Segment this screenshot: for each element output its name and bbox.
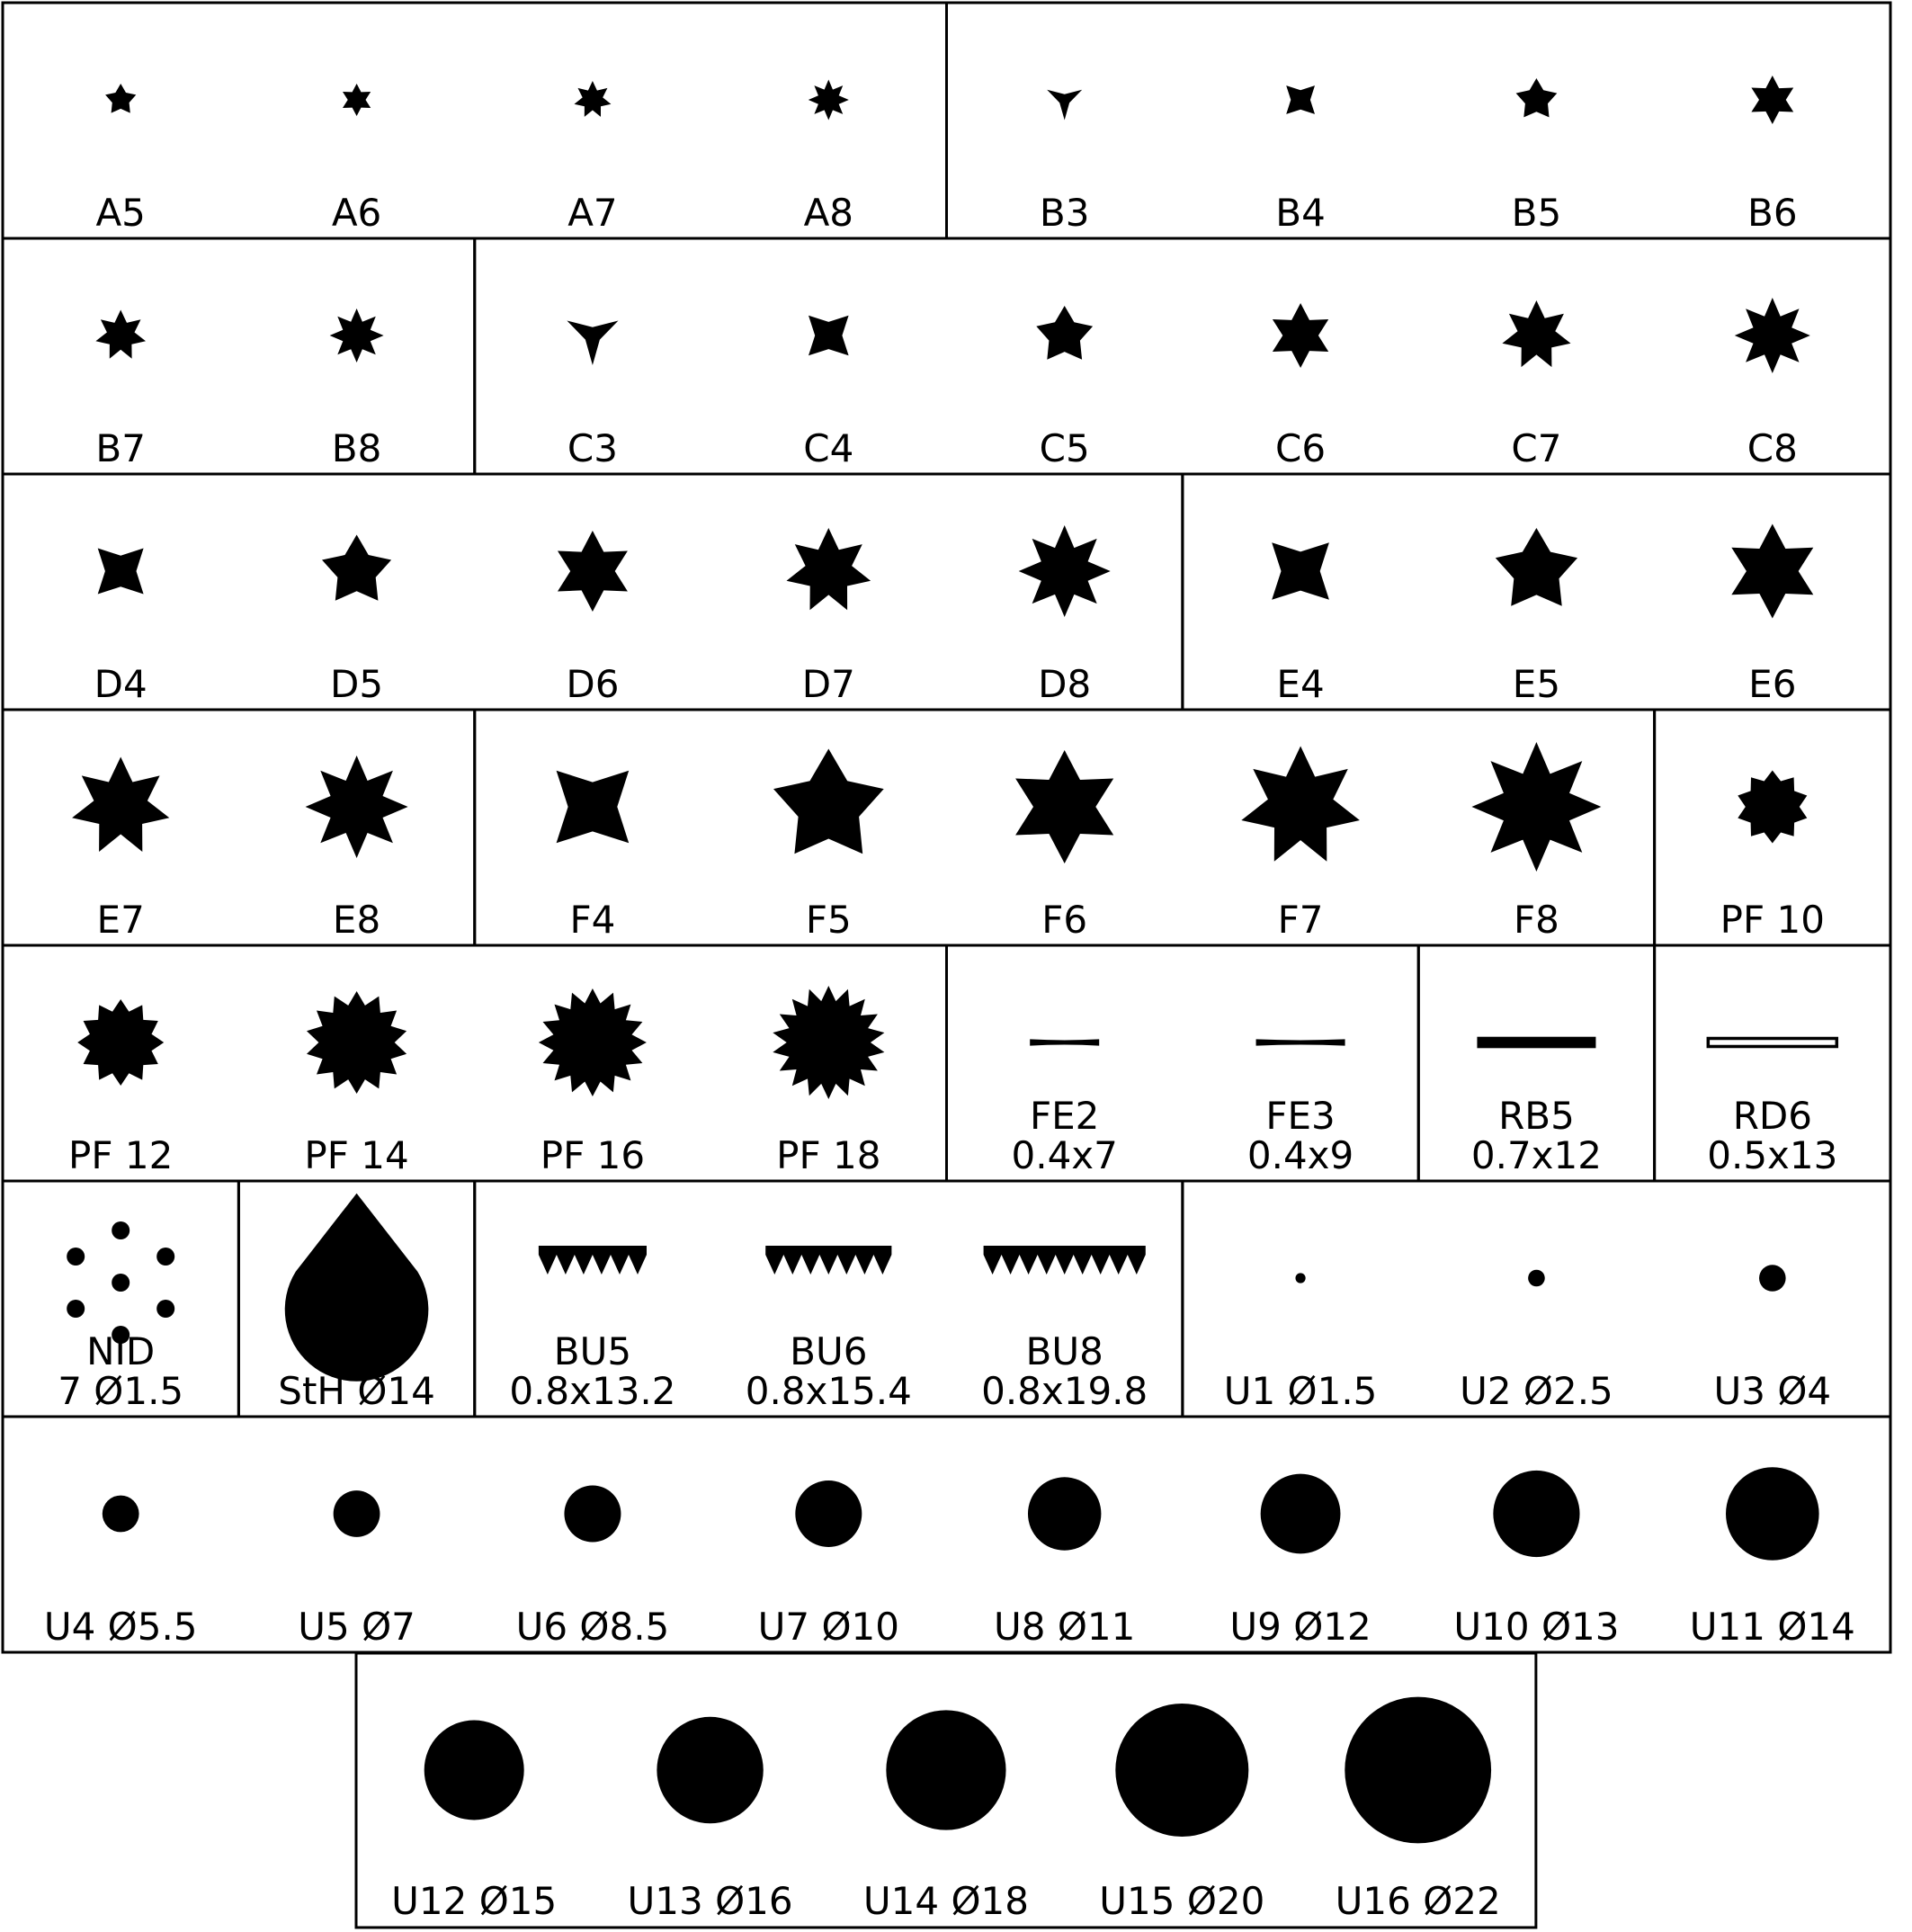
punch-label: U11 Ø14 [1689, 1605, 1855, 1649]
punch-label: U4 Ø5.5 [43, 1605, 198, 1649]
punch-label: F6 [1041, 898, 1088, 942]
punch-label: U16 Ø22 [1335, 1879, 1501, 1923]
u3-shape [1759, 1265, 1786, 1292]
punch-label: B5 [1511, 191, 1562, 235]
u5-shape [334, 1490, 380, 1537]
u10-shape [1493, 1471, 1579, 1557]
punch-label: A6 [331, 191, 382, 235]
punch-label: B6 [1747, 191, 1798, 235]
punch-label: F5 [805, 898, 852, 942]
punch-label: NID [86, 1329, 156, 1373]
punch-label: D7 [801, 662, 855, 706]
punch-label: FE2 [1029, 1094, 1100, 1138]
punch-label: U12 Ø15 [391, 1879, 558, 1923]
punch-label: D6 [566, 662, 620, 706]
punch-label: C8 [1747, 426, 1798, 470]
punch-label: U10 Ø13 [1453, 1605, 1620, 1649]
punch-label: C7 [1511, 426, 1562, 470]
b8-shape [330, 309, 384, 362]
u13-shape [657, 1717, 763, 1823]
rd6-shape [1708, 1039, 1836, 1047]
punch-label: 0.8x19.8 [981, 1369, 1148, 1413]
punch-label: D5 [330, 662, 384, 706]
punch-label: C5 [1039, 426, 1090, 470]
d8-shape [1019, 525, 1111, 617]
punch-label: B3 [1039, 191, 1090, 235]
nid-shape [112, 1221, 130, 1239]
punch-label: BU8 [1025, 1329, 1103, 1373]
punch-label: 0.7x12 [1470, 1133, 1602, 1177]
punch-label: U8 Ø11 [994, 1605, 1136, 1649]
fe3-shape [1256, 1039, 1345, 1045]
u16-shape [1345, 1697, 1491, 1844]
punch-label: BU6 [790, 1329, 868, 1373]
punch-label: PF 10 [1720, 898, 1825, 942]
u8-shape [1028, 1477, 1101, 1550]
punch-label: B4 [1275, 191, 1326, 235]
u15-shape [1115, 1704, 1248, 1837]
punch-label: 7 Ø1.5 [58, 1369, 184, 1413]
u12-shape [424, 1721, 524, 1820]
nid-shape [156, 1300, 174, 1318]
u11-shape [1726, 1467, 1819, 1561]
punch-label: RB5 [1498, 1094, 1575, 1138]
rb5-shape [1477, 1037, 1595, 1049]
punch-label: D4 [94, 662, 147, 706]
punch-label: U13 Ø16 [627, 1879, 793, 1923]
u7-shape [795, 1480, 862, 1547]
c8-shape [1735, 298, 1810, 373]
punch-label: U14 Ø18 [862, 1879, 1029, 1923]
punch-label: B7 [95, 426, 146, 470]
e8-shape [306, 756, 408, 858]
u2-shape [1528, 1270, 1545, 1287]
punch-label: 0.8x13.2 [509, 1369, 676, 1413]
nid-shape [156, 1248, 174, 1266]
punch-label: 0.4x7 [1011, 1133, 1118, 1177]
punch-label: F4 [569, 898, 616, 942]
u4-shape [103, 1496, 139, 1533]
punch-label: F7 [1277, 898, 1324, 942]
punch-label: PF 16 [540, 1133, 646, 1177]
f8-shape [1471, 742, 1601, 872]
punch-label: B8 [331, 426, 382, 470]
punch-label: 0.8x15.4 [745, 1369, 912, 1413]
u14-shape [886, 1710, 1005, 1829]
punch-label: BU5 [553, 1329, 632, 1373]
punch-label: PF 12 [68, 1133, 174, 1177]
nid-shape [67, 1300, 85, 1318]
punch-label: E5 [1512, 662, 1561, 706]
punch-label: A5 [95, 191, 146, 235]
punch-label: A7 [567, 191, 618, 235]
u1-shape [1295, 1273, 1305, 1283]
punch-label: PF 18 [776, 1133, 881, 1177]
punch-label: A8 [803, 191, 854, 235]
punch-label: FE3 [1265, 1094, 1336, 1138]
punch-label: 0.4x9 [1246, 1133, 1354, 1177]
punch-label: U7 Ø10 [757, 1605, 899, 1649]
punch-label: E4 [1276, 662, 1325, 706]
punch-label: U6 Ø8.5 [515, 1605, 670, 1649]
pf-shape [539, 988, 647, 1096]
nid-shape [112, 1274, 130, 1292]
punch-label: C3 [567, 426, 618, 470]
punch-label: E8 [332, 898, 381, 942]
punch-label: U5 Ø7 [298, 1605, 415, 1649]
a8-shape [809, 80, 849, 121]
punch-label: U3 Ø4 [1713, 1369, 1832, 1413]
punch-label: U1 Ø1.5 [1223, 1369, 1378, 1413]
punch-label: PF 14 [304, 1133, 409, 1177]
punch-label: 0.5x13 [1707, 1133, 1838, 1177]
u9-shape [1261, 1474, 1341, 1554]
punch-label: E7 [96, 898, 145, 942]
punch-label: D8 [1038, 662, 1092, 706]
punch-label: E6 [1748, 662, 1797, 706]
punch-label: F8 [1513, 898, 1559, 942]
punch-label: C6 [1275, 426, 1327, 470]
punch-label: U9 Ø12 [1229, 1605, 1371, 1649]
punch-label: C4 [803, 426, 854, 470]
punch-label: RD6 [1732, 1094, 1812, 1138]
nid-shape [67, 1248, 85, 1266]
punch-label: StH Ø14 [278, 1369, 435, 1413]
punch-label: U15 Ø20 [1099, 1879, 1265, 1923]
u6-shape [564, 1486, 621, 1543]
punch-label: U2 Ø2.5 [1460, 1369, 1613, 1413]
fe2-shape [1030, 1039, 1099, 1045]
